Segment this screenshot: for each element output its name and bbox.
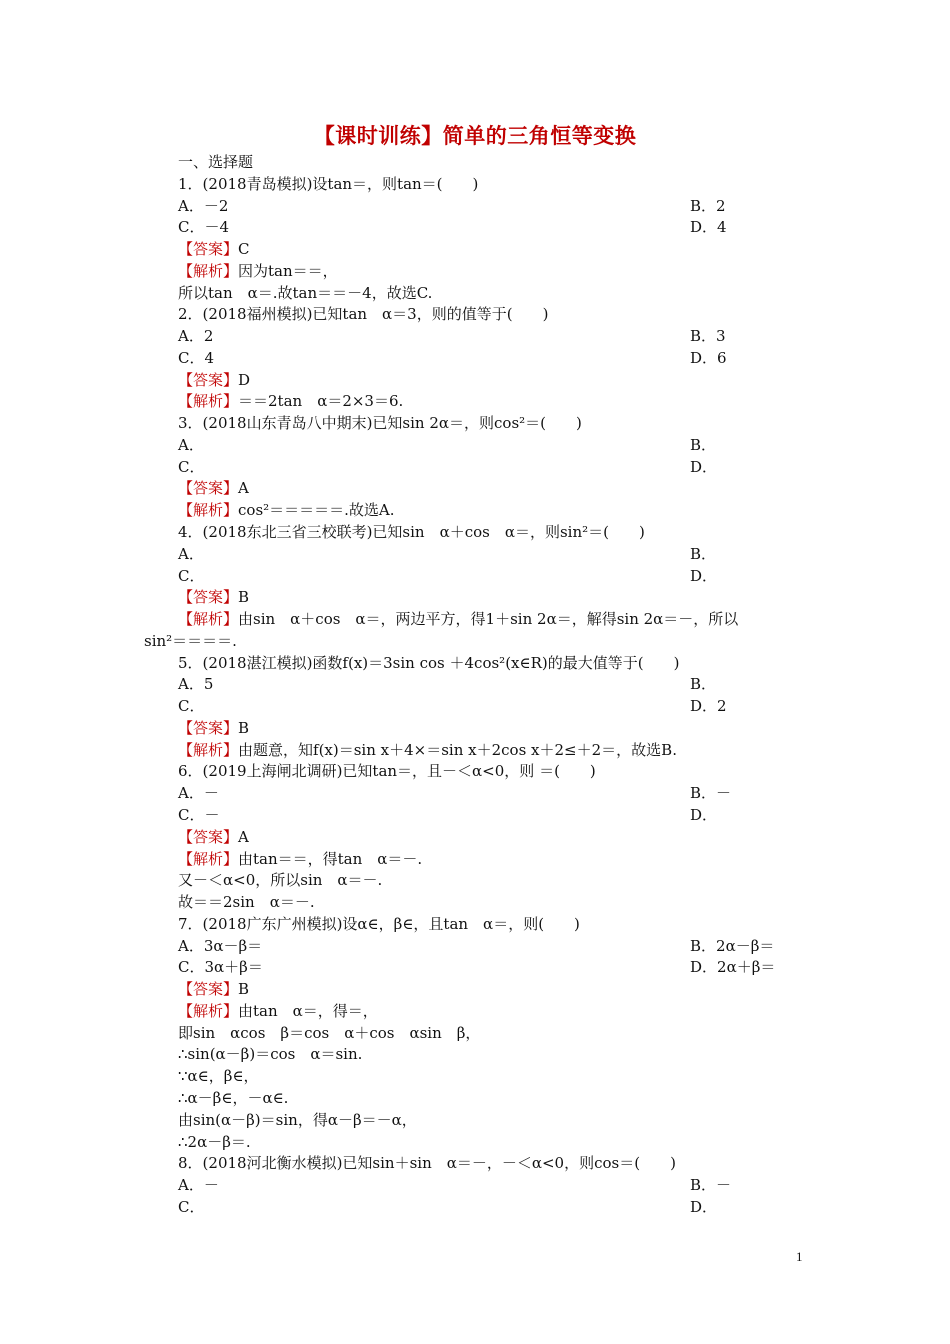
option-d: D．2 <box>690 697 727 715</box>
analysis-text: ＝＝2tan α＝2×3＝6. <box>238 392 404 410</box>
analysis-tag: 【解析】 <box>178 501 239 519</box>
answer-value: A <box>238 479 249 497</box>
answer-tag: 【答案】 <box>178 479 239 497</box>
question-6-options-cd <box>178 805 718 826</box>
question-6-answer <box>178 827 249 848</box>
option-c: C．3α＋β＝ <box>178 958 263 976</box>
page-title: 【课时训练】简单的三角恒等变换 <box>313 124 637 148</box>
answer-tag: 【答案】 <box>178 980 239 998</box>
analysis-line: ∵α∈，β∈， <box>178 1067 259 1085</box>
option-a: A．－ <box>178 784 219 802</box>
answer-value: D <box>238 371 251 389</box>
answer-tag: 【答案】 <box>178 371 239 389</box>
analysis-line: sin²＝＝＝＝. <box>144 632 237 650</box>
option-b: B．2α－β＝ <box>690 937 775 955</box>
answer-tag: 【答案】 <box>178 240 239 258</box>
option-a: A． <box>178 436 204 454</box>
question-5-options-cd <box>178 696 727 717</box>
question-4-analysis <box>178 609 738 630</box>
section-heading: 一、选择题 <box>178 153 254 171</box>
analysis-line: 又－＜α<0，所以sin α＝－. <box>178 871 383 889</box>
question-1-options-ab <box>178 196 726 217</box>
option-d: D．4 <box>690 218 727 236</box>
analysis-tag: 【解析】 <box>178 262 239 280</box>
option-a: A．－ <box>178 1176 219 1194</box>
option-a: A．－2 <box>178 197 229 215</box>
question-5-answer <box>178 718 249 739</box>
analysis-line: 所以tan α＝.故tan＝＝－4，故选C. <box>178 284 433 302</box>
question-2-options-cd <box>178 348 727 369</box>
question-6-options-ab <box>178 783 732 804</box>
question-1-analysis <box>178 261 338 282</box>
answer-tag: 【答案】 <box>178 588 239 606</box>
question-4-stem: 4．(2018东北三省三校联考)已知sin α＋cos α＝，则sin²＝( ) <box>178 523 645 541</box>
analysis-text: 由tan α＝，得＝， <box>238 1002 378 1020</box>
question-8-stem: 8．(2018河北衡水模拟)已知sin＋sin α＝－，－＜α<0，则cos＝( ) <box>178 1154 676 1172</box>
option-d: D．2α＋β＝ <box>690 958 776 976</box>
option-b: B．2 <box>690 197 726 215</box>
question-2-options-ab <box>178 326 726 347</box>
option-b: B． <box>690 436 717 454</box>
question-4-answer <box>178 587 249 608</box>
option-c: C． <box>178 458 205 476</box>
option-d: D． <box>690 458 718 476</box>
analysis-line: ∴2α－β＝. <box>178 1133 251 1151</box>
analysis-tag: 【解析】 <box>178 741 239 759</box>
option-d: D． <box>690 1198 718 1216</box>
option-c: C．－ <box>178 806 220 824</box>
question-8-options-cd <box>178 1197 718 1218</box>
analysis-tag: 【解析】 <box>178 610 239 628</box>
question-6-analysis <box>178 849 422 870</box>
option-c: C． <box>178 697 205 715</box>
answer-tag: 【答案】 <box>178 719 239 737</box>
answer-value: C <box>238 240 250 258</box>
analysis-line: 即sin αcos β＝cos α＋cos αsin β， <box>178 1024 481 1042</box>
option-c: C．－4 <box>178 218 230 236</box>
question-2-stem: 2．(2018福州模拟)已知tan α＝3，则的值等于( ) <box>178 305 549 323</box>
analysis-text: 由sin α＋cos α＝，两边平方，得1＋sin 2α＝，解得sin 2α＝－，所以 <box>238 610 739 628</box>
option-b: B．－ <box>690 1176 732 1194</box>
question-1-stem: 1．(2018青岛模拟)设tan＝，则tan＝( ) <box>178 175 479 193</box>
question-6-stem: 6．(2019上海闸北调研)已知tan＝，且－＜α<0，则 ＝( ) <box>178 762 596 780</box>
question-2-answer <box>178 370 250 391</box>
question-5-options-ab <box>178 674 717 695</box>
question-7-options-cd <box>178 957 776 978</box>
question-1-options-cd <box>178 217 727 238</box>
option-d: D． <box>690 567 718 585</box>
analysis-line: ∴sin(α－β)＝cos α＝sin. <box>178 1045 363 1063</box>
question-4-options-cd <box>178 566 718 587</box>
question-4-options-ab <box>178 544 717 565</box>
analysis-line: ∴α－β∈，－α∈. <box>178 1089 289 1107</box>
page-number: 1 <box>796 1249 803 1264</box>
question-7-answer <box>178 979 249 1000</box>
question-7-analysis <box>178 1001 378 1022</box>
option-b: B．－ <box>690 784 732 802</box>
analysis-text: cos²＝＝＝＝＝.故选A. <box>238 501 395 519</box>
question-2-analysis <box>178 391 403 412</box>
analysis-tag: 【解析】 <box>178 1002 239 1020</box>
answer-value: A <box>238 828 249 846</box>
question-3-answer <box>178 478 249 499</box>
analysis-line: 由sin(α－β)＝sin，得α－β＝－α， <box>178 1111 417 1129</box>
option-a: A． <box>178 545 204 563</box>
question-7-options-ab <box>178 936 775 957</box>
question-1-answer <box>178 239 250 260</box>
analysis-tag: 【解析】 <box>178 392 239 410</box>
option-d: D． <box>690 806 718 824</box>
answer-value: B <box>238 719 250 737</box>
analysis-text: 由题意，知f(x)＝sin x＋4×＝sin x＋2cos x＋2≤＋2＝，故选B. <box>238 741 677 759</box>
analysis-line: 故＝＝2sin α＝－. <box>178 893 315 911</box>
question-7-stem: 7．(2018广东广州模拟)设α∈，β∈，且tan α＝，则( ) <box>178 915 580 933</box>
question-3-analysis <box>178 500 395 521</box>
option-b: B． <box>690 545 717 563</box>
option-c: C．4 <box>178 349 215 367</box>
analysis-text: 因为tan＝＝， <box>238 262 338 280</box>
analysis-text: 由tan＝＝，得tan α＝－. <box>238 850 423 868</box>
question-5-analysis <box>178 740 677 761</box>
answer-value: B <box>238 588 250 606</box>
analysis-tag: 【解析】 <box>178 850 239 868</box>
option-c: C． <box>178 1198 205 1216</box>
question-3-options-cd <box>178 457 718 478</box>
option-a: A．5 <box>178 675 214 693</box>
question-3-stem: 3．(2018山东青岛八中期末)已知sin 2α＝，则cos²＝( ) <box>178 414 582 432</box>
answer-tag: 【答案】 <box>178 828 239 846</box>
answer-value: B <box>238 980 250 998</box>
option-b: B．3 <box>690 327 726 345</box>
question-5-stem: 5．(2018湛江模拟)函数f(x)＝3sin cos ＋4cos²(x∈R)的最大值等于( ) <box>178 654 680 672</box>
option-c: C． <box>178 567 205 585</box>
option-d: D．6 <box>690 349 727 367</box>
option-a: A．3α－β＝ <box>178 937 263 955</box>
question-3-options-ab <box>178 435 717 456</box>
option-a: A．2 <box>178 327 214 345</box>
question-8-options-ab <box>178 1175 732 1196</box>
option-b: B． <box>690 675 717 693</box>
